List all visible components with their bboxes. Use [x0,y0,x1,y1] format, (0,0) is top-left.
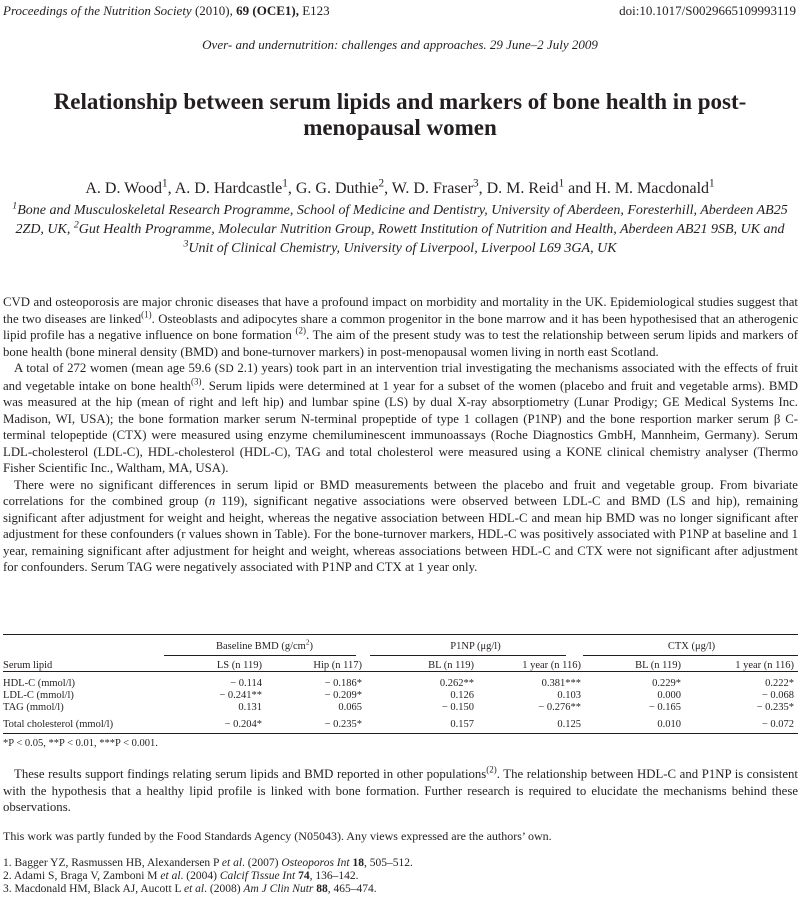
subheader: 1 year (n 116) [522,659,581,671]
table-footnote: *P < 0.05, **P < 0.01, ***P < 0.001. [3,738,158,749]
table-row: Total cholesterol (mmol/l) − 0.204* − 0.235* 0.157 0.125 0.010 − 0.072 [3,719,794,730]
subheader: BL (n 119) [428,659,474,671]
subheader: LS (n 119) [216,659,262,671]
table-row: LDL-C (mmol/l) − 0.241** − 0.209* 0.126 0.103 0.000 − 0.068 [3,690,794,701]
reference-list [3,857,413,896]
body-text-conclusion [3,766,798,816]
paragraph-conclusion: These results support findings relating serum lipids and BMD reported in other populations$^{(2)}$. The relationship between HDL-C and P1NP is consistent with the hypothesis that a healthy lipid profile is linked with bone formation. Further research is required to elucidate the mechanisms behind these observations. [3,764,798,814]
author-list: A. D. Wood$^1$, A. D. Hardcastle$^1$, G. G. Duthie$^2$, W. D. Fraser$^3$, D. M. Reid$^1$ and H. M. Macdonald$^1$ [85,177,715,197]
group-header-ctx: CTX (μg/l) [667,640,716,652]
subheader: BL (n 119) [635,659,681,671]
paragraph-intro: CVD and osteoporosis are major chronic diseases that have a profound impact on morbidity and mortality in the UK. Epidemiological studies suggest that the two diseases are linked$^{(1)}$. Osteoblasts and adipocytes share a common progenitor in the bone marrow and it has been hypothesised that an atherogenic lipid profile has a negative influence on bone formation $^{(2)}$. The aim of the present study was to test the relationship between serum lipids and markers of bone health (bone mineral density (BMD) and bone-turnover markers) in post-menopausal women living in north east Scotland. [3,295,798,359]
reference-item: 2. Adami S, Braga V, Zamboni M et al. (2004) Calcif Tissue Int 74, 136–142. [3,870,359,882]
reference-item: 3. Macdonald HM, Black AJ, Aucott L et al. (2008) Am J Clin Nutr 88, 465–474. [3,883,377,895]
row-header: Serum lipid [3,659,53,671]
article-title: Relationship between serum lipids and markers of bone health in post-menopausal women [53,89,747,140]
group-header-p1np: P1NP (μg/l) [450,640,501,652]
affiliations: $^1$Bone and Musculoskeletal Research Programme, School of Medicine and Dentistry, University of Aberdeen, Foresterhill, Aberdeen AB25 2ZD, UK, $^2$Gut Health Programme, Molecular Nutrition Group, Rowett Institution of Nutrition and Health, Aberdeen AB21 9SB, UK and $^3$Unit of Clinical Chemistry, University of Liverpool, Liverpool L69 3GA, UK [12,200,788,256]
paragraph-methods: A total of 272 women (mean age 59.6 (SD 2.1) years) took part in an intervention trial investigating the mechanisms associated with the effects of fruit and vegetable intake on bone health$^{(3)}$. Serum lipids were determined at 1 year for a subset of the women (placebo and fruit and vegetable arms). BMD was measured at the hip (mean of right and left hip) and lumbar spine (LS) by dual X-ray absorptiometry (Lunar Prodigy; GE Medical Systems Inc. Madison, WI, USA); the bone formation marker serum N-terminal propeptide of type 1 collagen (P1NP) and the bone resportion marker serum β C-terminal telopeptide (CTX) were measured using enzyme chemiluminescent immunoassays (Roche Diagnostics GmbH, Mannheim, Germany). Serum LDL-cholesterol (LDL-C), HDL-cholesterol (HDL-C), TAG and total cholesterol were measured using a KONE clinical chemistry analyser (Thermo Fisher Scientific Inc., Waltham, MA, USA). [3,361,798,475]
table-row: HDL-C (mmol/l) − 0.114 − 0.186* 0.262** 0.381*** 0.229* 0.222* [3,678,794,689]
table-top-rule [3,634,798,635]
body-text [3,294,798,576]
journal-citation: Proceedings of the Nutrition Society (2010), 69 (OCE1), E123 [3,3,330,18]
reference-item: 1. Bagger YZ, Rasmussen HB, Alexandersen P et al. (2007) Osteoporos Int 18, 505–512. [3,857,413,869]
table-bottom-rule [3,733,798,734]
subheader: Hip (n 117) [313,659,362,671]
doi[interactable]: doi:10.1017/S0029665109993119 [619,3,796,18]
funding-statement: This work was partly funded by the Food Standards Agency (N05043). Any views expressed are the authors’ own. [3,829,552,843]
conference-line: Over- and undernutrition: challenges and approaches. 29 June–2 July 2009 [202,37,598,52]
group-header-bmd: Baseline BMD $(g/cm^2)$ [216,637,313,652]
table-row: TAG (mmol/l) 0.131 0.065 − 0.150 − 0.276** − 0.165 − 0.235* [3,702,794,713]
running-header [3,3,796,21]
subheader: 1 year (n 116) [735,659,794,671]
correlation-table [3,636,798,731]
paragraph-results: There were no significant differences in serum lipid or BMD measurements between the placebo and fruit and vegetable group. From bivariate correlations for the combined group (n 119), significant negative associations were observed between LDL-C and BMD (LS and hip), remaining significant after adjustment for weight and height, whereas the negative association between HDL-C and mean hip BMD was no longer significant after adjustment for these confounders (r values shown in Table). For the bone-turnover markers, HDL-C was positively associated with P1NP at baseline and 1 year, remaining significant after adjustment for height and weight, whereas associations between HDL-C and CTX were not significant after adjustment for confounders. Serum TAG were negatively associated with P1NP and CTX at 1 year only. [3,477,798,574]
